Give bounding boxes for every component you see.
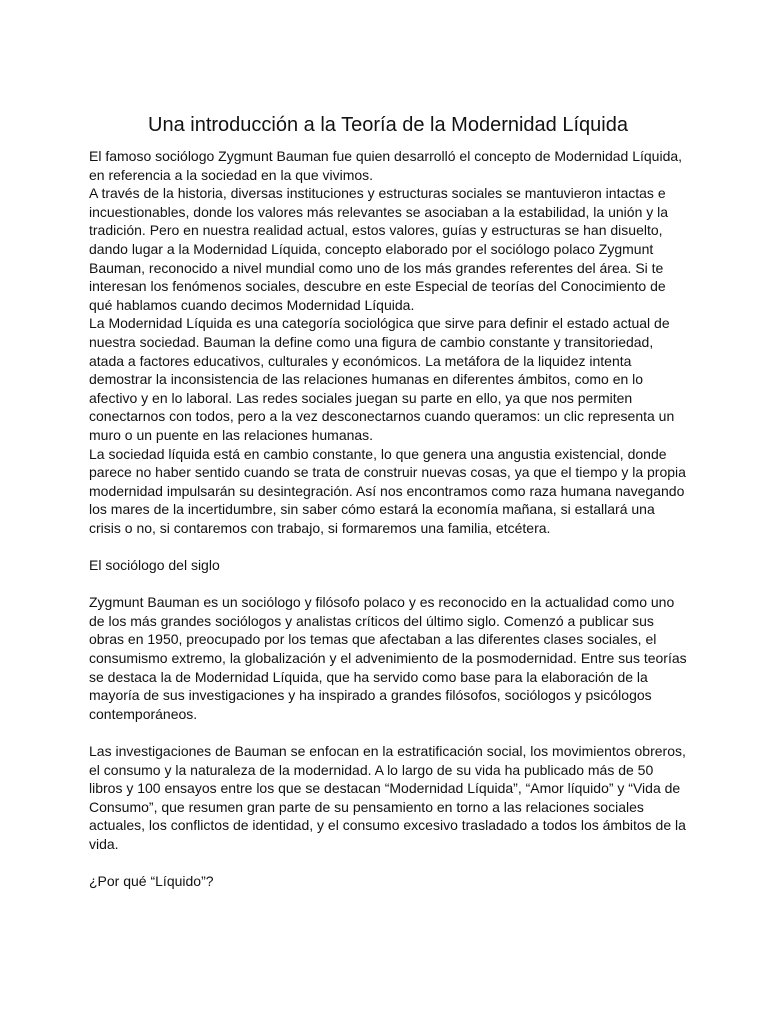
paragraph-bauman-research: Las investigaciones de Bauman se enfocan en la estratificación social, los movimientos obreros, el consumo y la naturaleza de la modernidad. A lo largo de su vida ha publicado más de 50 libros y 100 ensayos entre los que se destacan “Modernidad Líquida”, “Amor líquido” y “Vida de Consumo”, que resumen gran parte de su pensamiento en torno a las relaciones sociales actuales, los conflictos de identidad, y el consumo excesivo trasladado a todos los ámbitos de la vida. xyxy=(89,743,686,852)
paragraph-spacer xyxy=(89,854,687,873)
section-heading-sociologist: El sociólogo del siglo xyxy=(89,557,220,574)
document-title: Una introducción a la Teoría de la Modernidad Líquida xyxy=(148,114,628,136)
paragraph-bauman-bio: Zygmunt Bauman es un sociólogo y filósofo polaco y es reconocido en la actualidad como uno de los más grandes sociólogos y analistas críticos del último siglo. Comenzó a publicar sus obras en 1950, preocupado por los temas que afectaban a las diferentes clases sociales, el consumismo extremo, la globalización y el advenimiento de la posmodernidad. Entre sus teorías se destaca la de Modernidad Líquida, que ha servido como base para la elaboración de la mayoría de sus investigaciones y ha inspirado a grandes filósofos, sociólogos y psicólogos contemporáneos. xyxy=(89,594,687,722)
paragraph-history: A través de la historia, diversas instituciones y estructuras sociales se mantuvieron intactas e incuestionables, donde los valores más relevantes se asociaban a la estabilidad, la unión y la tradición. Pero en nuestra realidad actual, estos valores, guías y estructuras se han disuelto, dando lugar a la Modernidad Líquida, concepto elaborado por el sociólogo polaco Zygmunt Bauman, reconocido a nivel mundial como uno de los más grandes referentes del área. Si te interesan los fenómenos sociales, descubre en este Especial de teorías del Conocimiento de qué hablamos cuando decimos Modernidad Líquida. xyxy=(89,185,669,313)
paragraph-liquid-society: La sociedad líquida está en cambio constante, lo que genera una angustia existencial, donde parece no haber sentido cuando se trata de construir nuevas cosas, ya que el tiempo y la propia modernidad impulsarán su desintegración. Así nos encontramos como raza humana navegando los mares de la incertidumbre, sin saber cómo estará la economía mañana, si estallará una crisis o no, si contaremos con trabajo, si formaremos una familia, etcétera. xyxy=(89,445,686,536)
paragraph-definition: La Modernidad Líquida es una categoría sociológica que sirve para definir el estado actual de nuestra sociedad. Bauman la define como una figura de cambio constante y transitoriedad, atada a factores educativos, culturales y económicos. La metáfora de la liquidez intenta demostrar la inconsistencia de las relaciones humanas en diferentes ámbitos, como en lo afectivo y en lo laboral. Las redes sociales juegan su parte en ello, ya que nos permiten conectarnos con todos, pero a la vez desconectarnos cuando queramos: un clic representa un muro o un puente en las relaciones humanas. xyxy=(89,315,675,443)
paragraph-spacer xyxy=(89,537,687,556)
section-heading-why-liquid: ¿Por qué “Líquido”? xyxy=(89,873,214,890)
paragraph-spacer xyxy=(89,575,687,594)
document-page xyxy=(89,112,687,891)
paragraph-spacer xyxy=(89,723,687,742)
paragraph-intro: El famoso sociólogo Zygmunt Bauman fue quien desarrolló el concepto de Modernidad Líquida, en referencia a la sociedad en la que vivimos. xyxy=(89,148,683,183)
